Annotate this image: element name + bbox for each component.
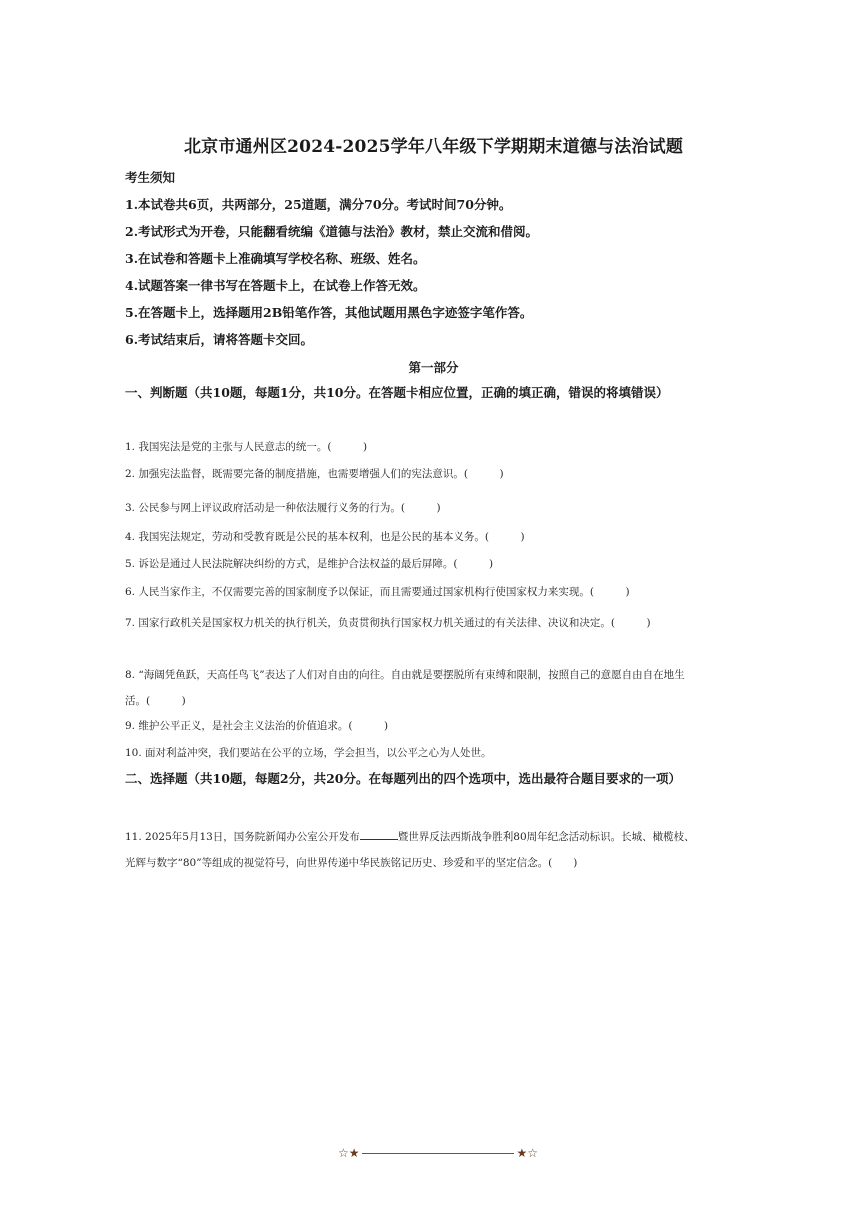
section-one-heading: 一、判断题（共10题，每题1分，共10分。在答题卡相应位置，正确的填正确，错误的将填错误）	[125, 385, 669, 400]
notice-item-2: 2.考试形式为开卷，只能翻看统编《道德与法治》教材，禁止交流和借阅。	[125, 224, 539, 239]
notice-item-6: 6.考试结束后，请将答题卡交回。	[125, 332, 314, 347]
notice-item-3: 3.在试卷和答题卡上准确填写学校名称、班级、姓名。	[125, 251, 426, 266]
part-one-heading: 第一部分	[408, 360, 459, 375]
question-11-prefix: 11. 2025年5月13日，国务院新闻办公室公开发布	[125, 831, 360, 843]
question-2: 2. 加强宪法监督，既需要完备的制度措施，也需要增强人们的宪法意识。( )	[125, 468, 504, 480]
answer-blank	[360, 829, 398, 840]
footer-right-stars: ★☆	[516, 1146, 538, 1160]
question-11-suffix: 暨世界反法西斯战争胜利80周年纪念活动标识。长城、橄榄枝、光辉与数字“80”等组成的视觉符号，向世界传递中华民族铭记历史、珍爱和平的坚定信念。( )	[125, 831, 695, 869]
notice-item-1: 1.本试卷共6页，共两部分，25道题，满分70分。考试时间70分钟。	[125, 197, 512, 212]
question-11	[125, 824, 695, 876]
question-6: 6. 人民当家作主，不仅需要完善的国家制度予以保证，而且需要通过国家机构行使国家权力来实现。( )	[125, 586, 630, 598]
question-9: 9. 维护公平正义，是社会主义法治的价值追求。( )	[125, 720, 389, 732]
question-1: 1. 我国宪法是党的主张与人民意志的统一。( )	[125, 441, 368, 453]
footer-ornament	[338, 1146, 538, 1160]
page-title: 北京市通州区2024-2025学年八年级下学期期末道德与法治试题	[183, 137, 684, 157]
question-3: 3. 公民参与网上评议政府活动是一种依法履行义务的行为。( )	[125, 502, 441, 514]
question-4: 4. 我国宪法规定，劳动和受教育既是公民的基本权利，也是公民的基本义务。( )	[125, 531, 525, 543]
section-two-heading: 二、选择题（共10题，每题2分，共20分。在每题列出的四个选项中，选出最符合题目要求的一项）	[125, 771, 681, 786]
notice-heading: 考生须知	[125, 170, 176, 185]
footer-left-stars: ☆★	[338, 1146, 360, 1160]
notice-item-5: 5.在答题卡上，选择题用2B铅笔作答，其他试题用黑色字迹签字笔作答。	[125, 305, 533, 320]
question-7: 7. 国家行政机关是国家权力机关的执行机关，负责贯彻执行国家权力机关通过的有关法律、决议和决定。( )	[125, 617, 651, 629]
question-5: 5. 诉讼是通过人民法院解决纠纷的方式，是维护合法权益的最后屏障。( )	[125, 558, 494, 570]
notice-item-4: 4.试题答案一律书写在答题卡上，在试卷上作答无效。	[125, 278, 426, 293]
footer-divider	[362, 1153, 515, 1154]
question-10: 10. 面对利益冲突，我们要站在公平的立场，学会担当，以公平之心为人处世。	[125, 747, 492, 759]
question-8: 8. “海阔凭鱼跃，天高任鸟飞”表达了人们对自由的向往。自由就是要摆脱所有束缚和限制，按照自己的意愿自由自在地生活。( )	[125, 669, 685, 707]
